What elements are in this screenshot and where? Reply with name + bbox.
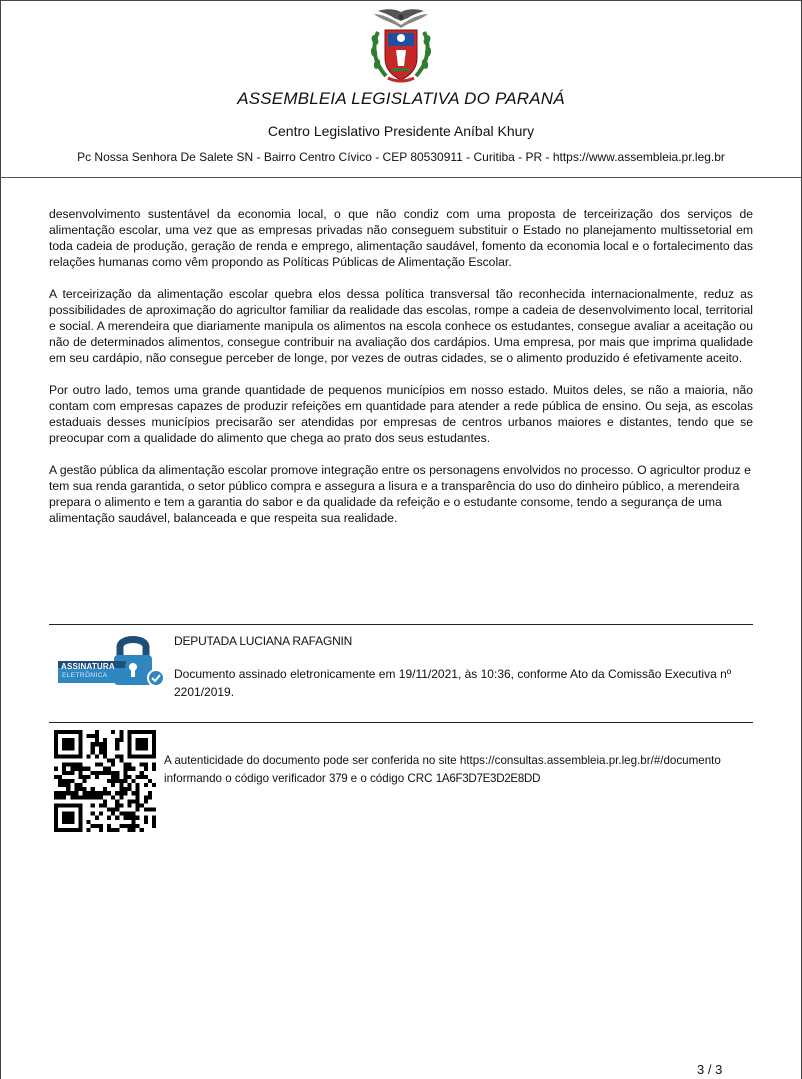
signer-name: DEPUTADA LUCIANA RAFAGNIN	[174, 634, 353, 648]
signature-divider	[49, 624, 753, 625]
crc-code: 1A6F3D7E3D2E8DD	[435, 772, 541, 785]
verification-text-part1: A autenticidade do documento pode ser conferida no site https://consultas.assembleia.pr.leg.br/#/documento informando o código verificador	[164, 754, 721, 785]
body-paragraph-2: A terceirização da alimentação escolar quebra elos dessa política transversal tão reconhecida internacionalmente, reduz as possibilidades de aproximação do agricultor familiar da realidade das escolas, rompe a cadeia de desenvolvimento local, territorial e social. A merendeira que diariamente manipula os alimentos na escola conhece os estudantes, consegue avaliar a aceitação ou não de determinados alimentos, consegue contribuir na avaliação dos cardápios. Uma empresa, por mais que imprima qualidade em seu cardápio, não consegue perceber de longe, por vezes de outras cidades, se o alimento produzido é efetivamente aceito.	[49, 287, 753, 365]
header-divider	[0, 177, 802, 178]
legislative-center-name: Centro Legislativo Presidente Aníbal Khury	[267, 123, 535, 139]
body-paragraph-4: A gestão pública da alimentação escolar promove integração entre os personagens envolvidos no processo. O agricultor produz e tem sua renda garantida, o setor público compra e assegura a lisura e a transparência do uso do dinheiro público, a merendeira prepara o alimento e tem a garantia do sabor e da qualidade da refeição e o estudante consome, tendo a segurança de uma alimentação saudável, balanceada e que respeita sua realidade.	[49, 463, 751, 525]
coat-of-arms-logo	[366, 8, 436, 86]
body-paragraph-1: desenvolvimento sustentável da economia local, o que não condiz com uma proposta de terceirização dos serviços de alimentação escolar, uma vez que as empresas privadas não conseguem substituir o Estado no planejamento multissetorial em toda cadeia de produção, geração de renda e emprego, alimentação saudável, fomento da economia local e o fortalecimento das relações humanas como vêm propondo as Políticas Públicas de Alimentação Escolar.	[49, 207, 753, 269]
padlock-icon	[56, 631, 168, 689]
verification-code: 379	[328, 772, 348, 785]
verification-text	[164, 752, 734, 788]
institution-name: ASSEMBLEIA LEGISLATIVA DO PARANÁ	[237, 89, 565, 108]
document-body	[49, 206, 753, 542]
seal-label-electronic: ELETRÔNICA	[62, 672, 108, 679]
electronic-signature-seal	[56, 631, 168, 689]
page-number: 3 / 3	[697, 1062, 723, 1077]
qr-code	[54, 730, 156, 832]
verification-divider	[49, 722, 753, 723]
institution-address: Pc Nossa Senhora De Salete SN - Bairro Centro Cívico - CEP 80530911 - Curitiba - PR - https://www.assembleia.pr.leg.br	[77, 150, 725, 164]
seal-label-signature: ASSINATURA	[61, 662, 115, 671]
signature-statement: Documento assinado eletronicamente em 19/11/2021, às 10:36, conforme Ato da Comissão Executiva nº 2201/2019.	[174, 667, 732, 699]
body-paragraph-3: Por outro lado, temos uma grande quantidade de pequenos municípios em nosso estado. Muitos deles, se não a maioria, não contam com empresas capazes de produzir refeições em quantidade para atender a rede pública de ensino. Ou seja, as escolas estaduais desses municípios precisarão ser atendidas por empresas de centros urbanos maiores e distantes, tendo que se preocupar com a qualidade do alimento que chega ao prato dos seus estudantes.	[49, 383, 753, 445]
verification-text-part2: e o código CRC	[347, 772, 436, 785]
